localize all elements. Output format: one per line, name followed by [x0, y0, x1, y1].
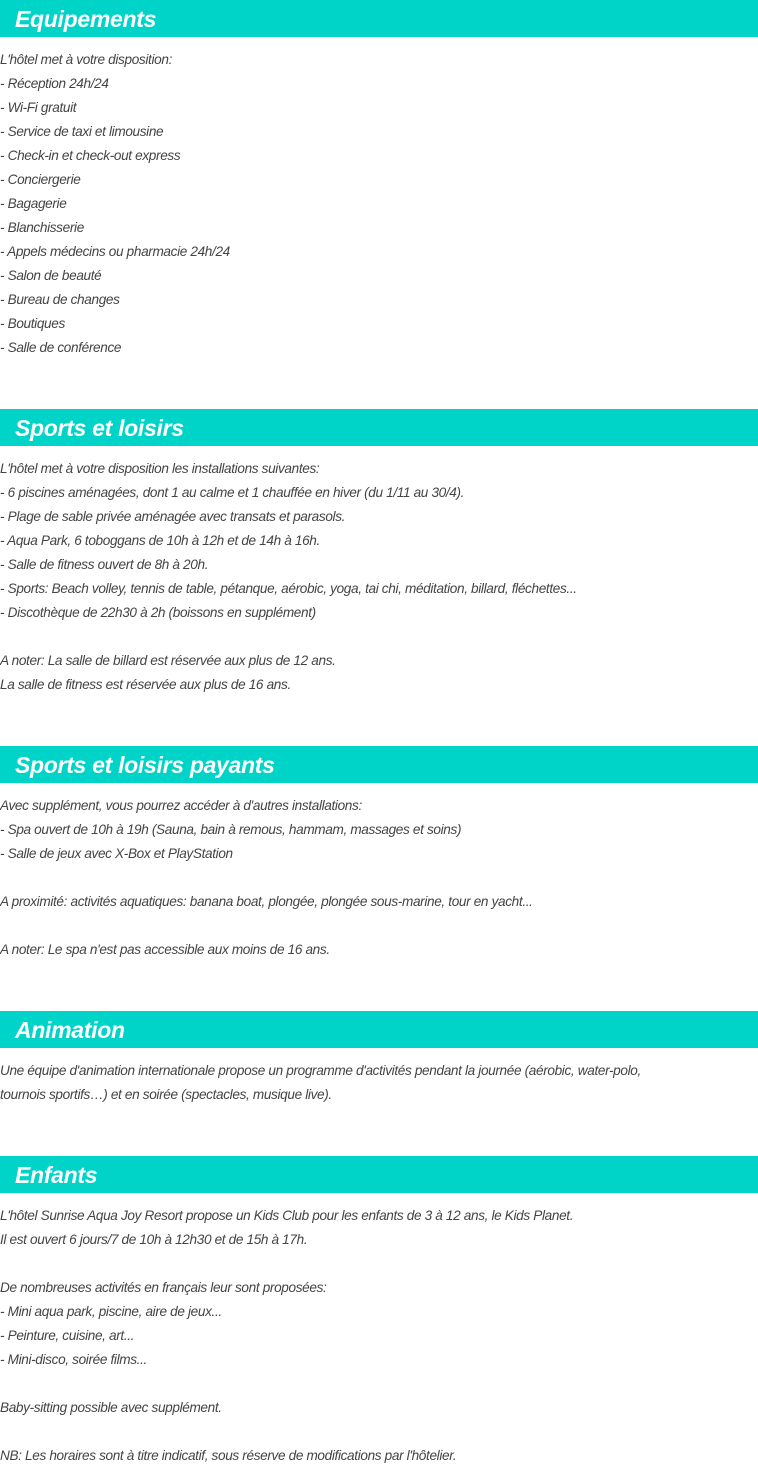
text-line: - Mini-disco, soirée films...	[0, 1352, 147, 1367]
text-line: NB: Les horaires sont à titre indicatif, sous réserve de modifications par l'hôtelier.	[0, 1448, 457, 1463]
text-line: tournois sportifs…) et en soirée (spectacles, musique live).	[0, 1087, 332, 1102]
blank-line	[0, 1372, 758, 1396]
text-line: L'hôtel met à votre disposition:	[0, 52, 172, 67]
text-line: De nombreuses activités en français leur sont proposées:	[0, 1280, 327, 1295]
section-sports-loisirs-payants	[0, 746, 758, 962]
text-line: Il est ouvert 6 jours/7 de 10h à 12h30 et de 15h à 17h.	[0, 1232, 308, 1247]
section-body	[0, 783, 758, 962]
text-line: - Wi-Fi gratuit	[0, 100, 77, 115]
blank-line	[0, 625, 758, 649]
section-body	[0, 1048, 758, 1107]
text-line: - Service de taxi et limousine	[0, 124, 164, 139]
text-line: - Bureau de changes	[0, 292, 120, 307]
section-header: Sports et loisirs	[0, 409, 758, 446]
text-line: - Plage de sable privée aménagée avec transats et parasols.	[0, 509, 346, 524]
text-line: - Salon de beauté	[0, 268, 102, 283]
section-enfants	[0, 1156, 758, 1468]
section-body	[0, 1193, 758, 1468]
text-line: A noter: Le spa n'est pas accessible aux moins de 16 ans.	[0, 942, 330, 957]
text-line: Baby-sitting possible avec supplément.	[0, 1400, 222, 1415]
text-line: - Bagagerie	[0, 196, 67, 211]
text-line: - Salle de jeux avec X-Box et PlayStation	[0, 846, 233, 861]
text-line: A noter: La salle de billard est réservée aux plus de 12 ans.	[0, 653, 336, 668]
text-line: - Mini aqua park, piscine, aire de jeux...	[0, 1304, 222, 1319]
text-line: - Spa ouvert de 10h à 19h (Sauna, bain à remous, hammam, massages et soins)	[0, 822, 462, 837]
text-line: - Salle de fitness ouvert de 8h à 20h.	[0, 557, 209, 572]
text-line: - Appels médecins ou pharmacie 24h/24	[0, 244, 230, 259]
section-header: Equipements	[0, 0, 758, 37]
text-line: - Aqua Park, 6 toboggans de 10h à 12h et de 14h à 16h.	[0, 533, 320, 548]
text-line: - Check-in et check-out express	[0, 148, 181, 163]
text-line: La salle de fitness est réservée aux plus de 16 ans.	[0, 677, 291, 692]
text-line: Une équipe d'animation internationale propose un programme d'activités pendant la journée (aérobic, water-polo,	[0, 1063, 641, 1078]
section-header: Animation	[0, 1011, 758, 1048]
text-line: L'hôtel Sunrise Aqua Joy Resort propose un Kids Club pour les enfants de 3 à 12 ans, le Kids Planet.	[0, 1208, 574, 1223]
text-line: L'hôtel met à votre disposition les installations suivantes:	[0, 461, 320, 476]
section-equipements	[0, 0, 758, 360]
blank-line	[0, 866, 758, 890]
text-line: - Conciergerie	[0, 172, 81, 187]
section-animation	[0, 1011, 758, 1107]
section-sports-loisirs	[0, 409, 758, 697]
blank-line	[0, 914, 758, 938]
text-line: - Peinture, cuisine, art...	[0, 1328, 135, 1343]
blank-line	[0, 1252, 758, 1276]
blank-line	[0, 1420, 758, 1444]
section-body	[0, 446, 758, 697]
text-line: - Discothèque de 22h30 à 2h (boissons en supplément)	[0, 605, 316, 620]
section-header: Sports et loisirs payants	[0, 746, 758, 783]
text-line: - Salle de conférence	[0, 340, 122, 355]
text-line: - Sports: Beach volley, tennis de table, pétanque, aérobic, yoga, tai chi, méditation, billard, fléchettes...	[0, 581, 577, 596]
text-line: - 6 piscines aménagées, dont 1 au calme et 1 chauffée en hiver (du 1/11 au 30/4).	[0, 485, 465, 500]
text-line: - Réception 24h/24	[0, 76, 109, 91]
text-line: Avec supplément, vous pourrez accéder à d'autres installations:	[0, 798, 362, 813]
text-line: - Blanchisserie	[0, 220, 84, 235]
text-line: - Boutiques	[0, 316, 65, 331]
section-body	[0, 37, 758, 360]
section-header: Enfants	[0, 1156, 758, 1193]
text-line: A proximité: activités aquatiques: banana boat, plongée, plongée sous-marine, tour en yacht...	[0, 894, 533, 909]
